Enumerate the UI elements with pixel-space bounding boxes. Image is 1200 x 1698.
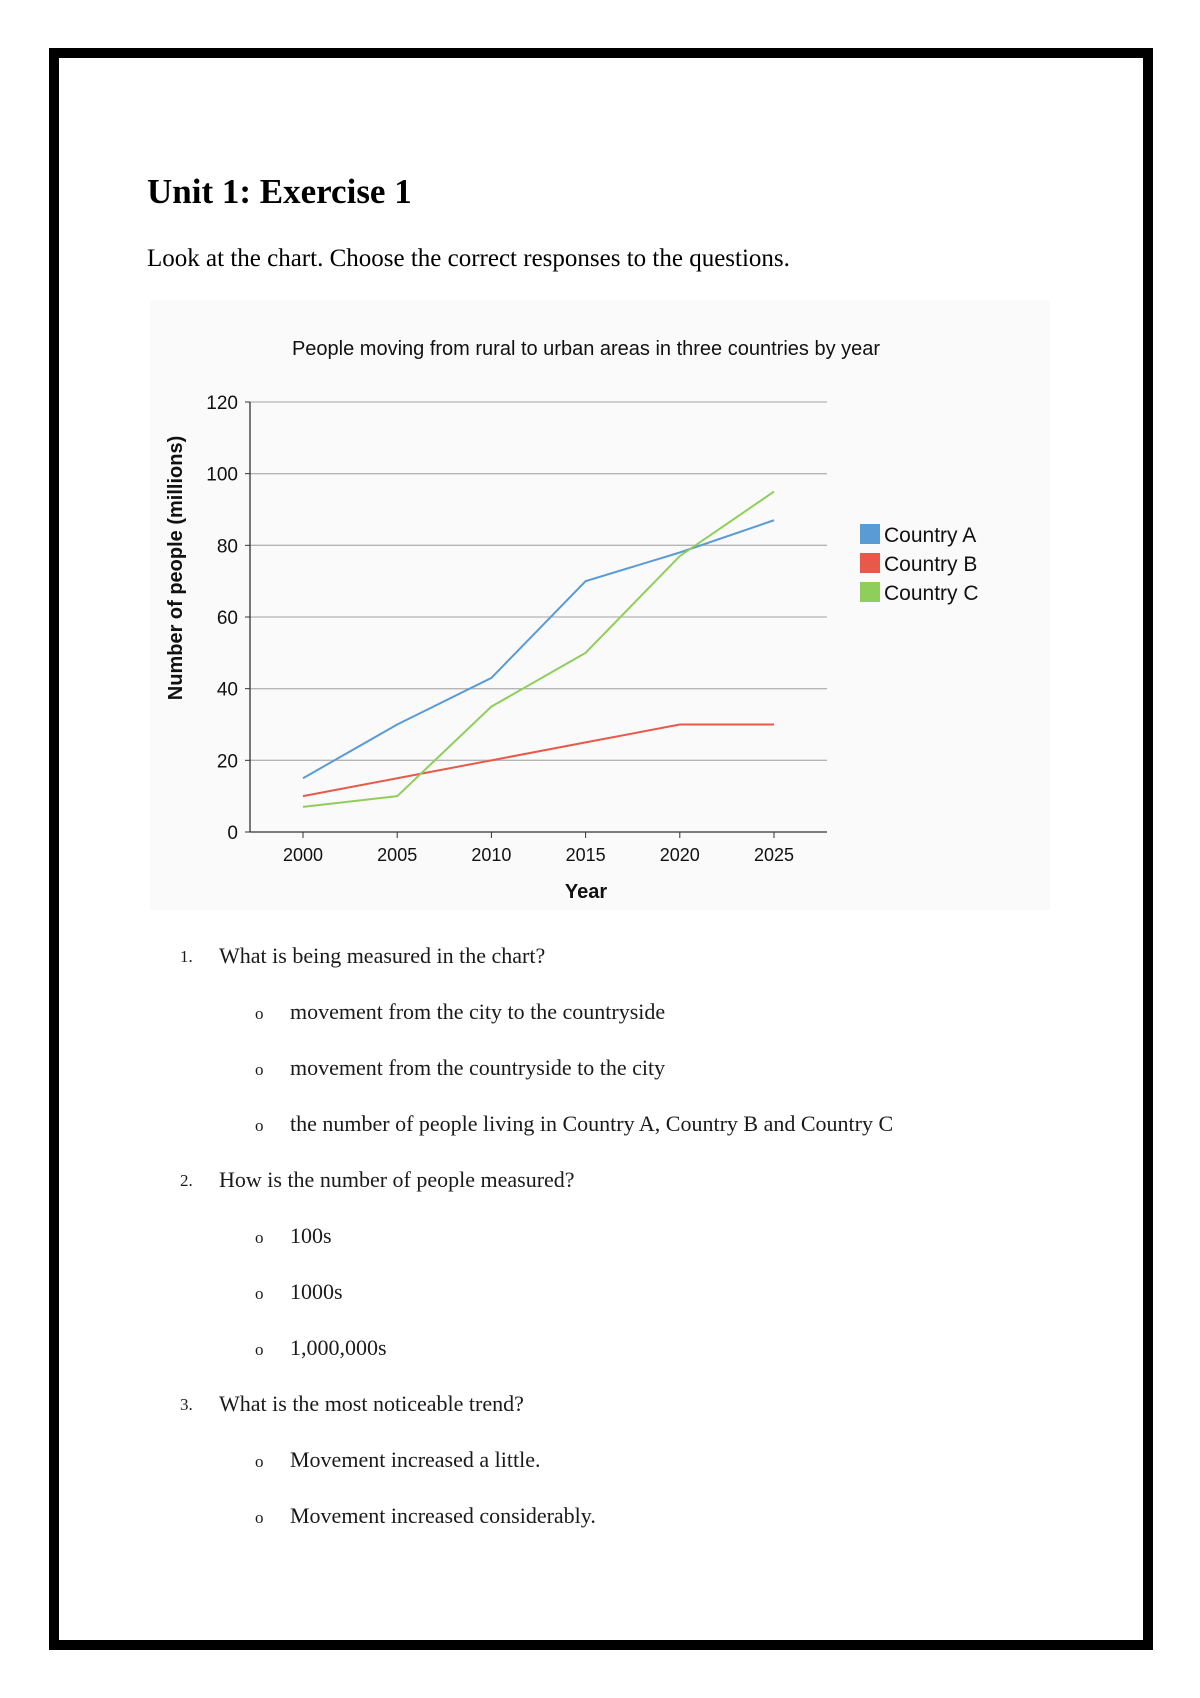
x-tick-label: 2015 — [565, 845, 606, 865]
instructions: Look at the chart. Choose the correct responses to the questions. — [147, 245, 790, 272]
option-bullet[interactable]: o — [255, 1452, 264, 1471]
option-bullet[interactable]: o — [255, 1004, 264, 1023]
y-tick-label: 0 — [227, 823, 238, 844]
legend-label: Country B — [884, 553, 978, 576]
question-text: How is the number of people measured? — [219, 1167, 575, 1192]
option-bullet[interactable]: o — [255, 1340, 264, 1359]
x-tick-label: 2025 — [753, 845, 795, 865]
question-number: 1. — [180, 947, 193, 966]
legend-label: Country C — [884, 582, 979, 605]
x-tick-label: 2000 — [282, 845, 324, 865]
question-number: 2. — [180, 1171, 193, 1190]
legend-swatch — [860, 553, 880, 573]
x-tick-label: 2020 — [659, 845, 700, 865]
answer-option[interactable]: 100s — [290, 1223, 332, 1248]
grid-lines — [245, 402, 827, 832]
question-text: What is being measured in the chart? — [219, 943, 546, 968]
question-text: What is the most noticeable trend? — [219, 1391, 524, 1416]
y-tick-label: 80 — [216, 536, 238, 558]
y-axis-label: Number of people (millions) — [165, 435, 187, 701]
page-title: Unit 1: Exercise 1 — [147, 172, 412, 211]
series-line-country-c — [303, 492, 774, 807]
x-tick-label: 2010 — [471, 845, 512, 865]
axes — [206, 393, 827, 865]
y-tick-label: 20 — [216, 751, 238, 773]
option-bullet[interactable]: o — [255, 1508, 264, 1527]
answer-option[interactable]: Movement increased considerably. — [290, 1503, 596, 1528]
chart-panel — [150, 300, 1050, 910]
answer-option[interactable]: 1,000,000s — [290, 1335, 387, 1360]
y-tick-label: 120 — [206, 393, 238, 414]
answer-option[interactable]: 1000s — [290, 1279, 343, 1304]
legend — [860, 524, 979, 605]
x-axis-label: Year — [564, 881, 608, 903]
answer-option[interactable]: movement from the city to the countryside — [290, 999, 666, 1024]
option-bullet[interactable]: o — [255, 1284, 264, 1303]
option-bullet[interactable]: o — [255, 1060, 264, 1079]
question-number: 3. — [180, 1395, 193, 1414]
answer-option[interactable]: the number of people living in Country A, Country B and Country C — [290, 1111, 894, 1136]
x-tick-label: 2005 — [377, 845, 418, 865]
answer-option[interactable]: movement from the countryside to the city — [290, 1055, 666, 1080]
series-line-country-a — [303, 520, 774, 778]
option-bullet[interactable]: o — [255, 1116, 264, 1135]
legend-swatch — [860, 524, 880, 544]
y-tick-label: 60 — [216, 608, 238, 629]
y-tick-label: 40 — [216, 679, 238, 701]
line-chart — [150, 300, 1050, 910]
chart-title: People moving from rural to urban areas in three countries by year — [291, 338, 881, 360]
option-bullet[interactable]: o — [255, 1228, 264, 1247]
legend-swatch — [860, 582, 880, 602]
answer-option[interactable]: Movement increased a little. — [290, 1447, 541, 1472]
legend-label: Country A — [884, 524, 977, 547]
y-tick-label: 100 — [206, 464, 238, 486]
